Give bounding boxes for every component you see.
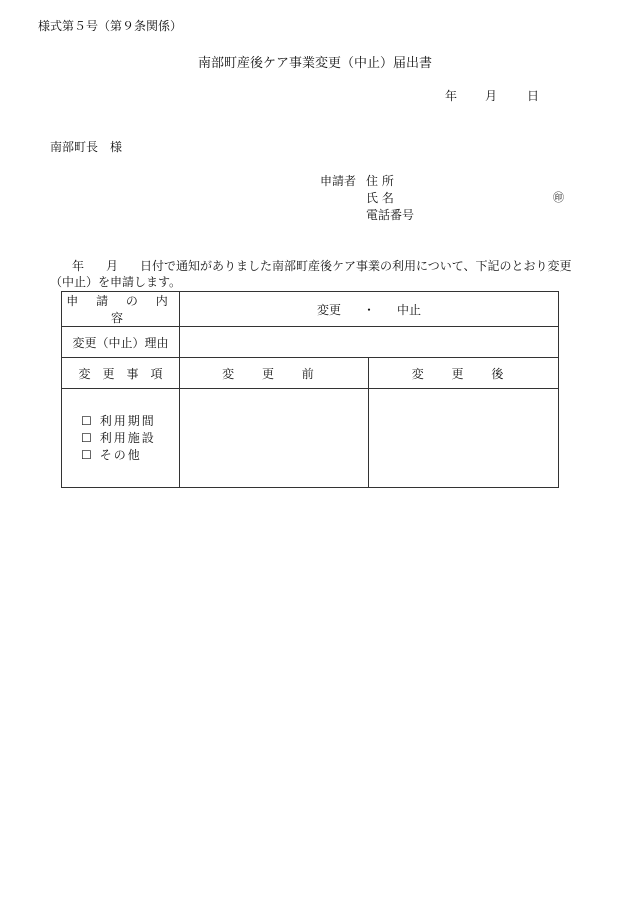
change-request-table [61, 291, 559, 488]
check-item-other[interactable] [81, 447, 179, 464]
reason-label: 変更（中止）理由 [62, 327, 180, 358]
applicant-phone-label: 電話番号 [366, 208, 415, 222]
table-row [62, 327, 559, 358]
request-content-label: 申 請 の 内 容 [62, 292, 180, 327]
statement-year-label: 年 [72, 259, 85, 273]
checkbox-icon[interactable]: ☐ [81, 413, 92, 428]
check-item-label: 利用施設 [99, 430, 156, 445]
change-items-checklist [62, 389, 180, 488]
option-cancel: 中止 [397, 302, 422, 317]
option-separator: ・ [363, 302, 376, 317]
after-change-field[interactable] [369, 389, 559, 488]
after-change-label: 変 更 後 [369, 358, 559, 389]
table-row [62, 358, 559, 389]
check-item-period[interactable] [81, 413, 179, 430]
change-items-label: 変 更 事 項 [62, 358, 180, 389]
checkbox-icon[interactable]: ☐ [81, 430, 92, 445]
form-number: 様式第５号（第９条関係） [38, 19, 183, 33]
statement-month-label: 月 [106, 259, 119, 273]
check-item-label: 利用期間 [99, 413, 156, 428]
document-title: 南部町産後ケア事業変更（中止）届出書 [197, 56, 432, 71]
statement-text: 日付で通知がありました南部町産後ケア事業の利用について、下記のとおり変更（中止）を申請します。 [50, 259, 572, 289]
checkbox-icon[interactable]: ☐ [81, 447, 92, 462]
seal-mark: ㊞ [553, 191, 564, 204]
check-item-label: その他 [99, 447, 142, 462]
reason-field[interactable] [180, 327, 559, 358]
date-year-label: 年 [445, 89, 458, 103]
request-content-options [180, 292, 559, 327]
request-statement [50, 258, 595, 290]
before-change-label: 変 更 前 [180, 358, 369, 389]
applicant-address-label: 住 所 [366, 174, 394, 188]
option-change: 変更 [316, 302, 341, 317]
applicant-name-label: 氏 名 [366, 191, 394, 205]
before-change-field[interactable] [180, 389, 369, 488]
addressee: 南部町長 様 [50, 140, 123, 154]
applicant-label: 申請者 [320, 174, 357, 188]
date-month-label: 月 [485, 89, 498, 103]
date-line [445, 87, 539, 104]
table-row [62, 389, 559, 488]
date-day-label: 日 [527, 89, 540, 103]
check-item-facility[interactable] [81, 430, 179, 447]
table-row [62, 292, 559, 327]
